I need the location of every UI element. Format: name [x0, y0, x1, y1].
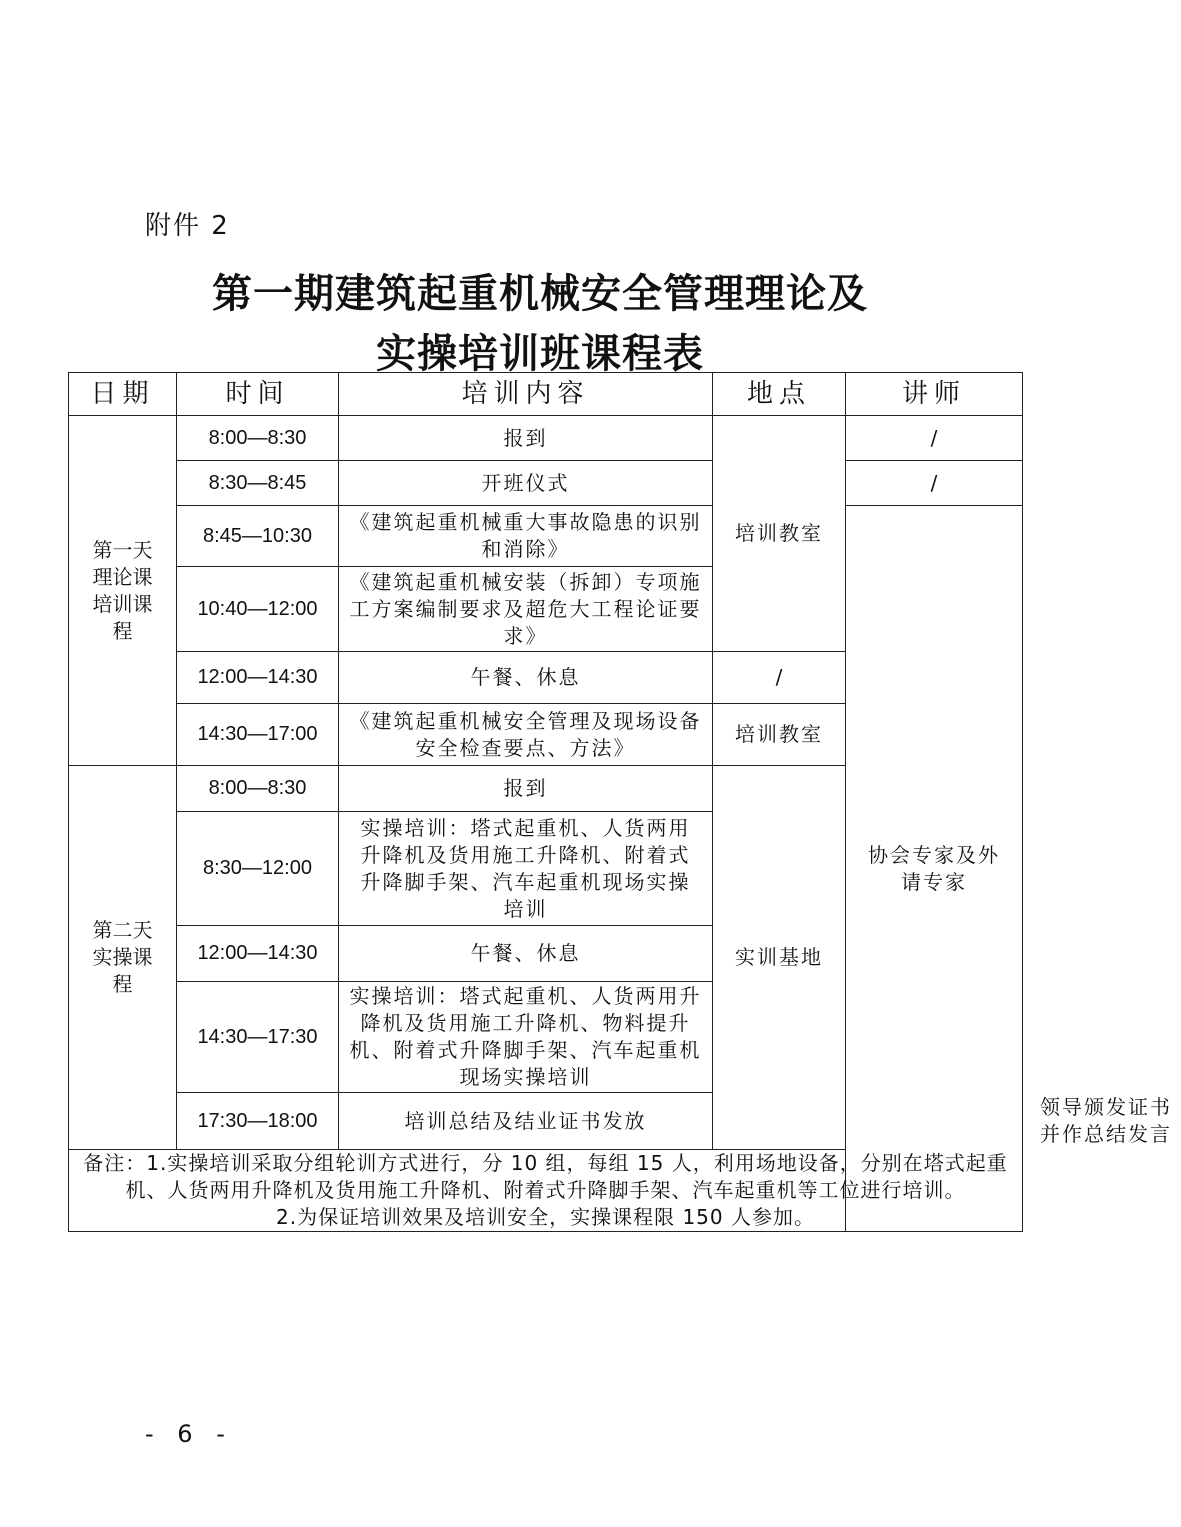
content-cell: 午餐、休息 — [339, 652, 713, 704]
time-cell: 8:45—10:30 — [177, 506, 339, 567]
content-cell: 实操培训：塔式起重机、人货两用升降机及货用施工升降机、附着式升降脚手架、汽车起重机现场实操培训 — [339, 812, 713, 926]
notes-line-1: 备注：1.实操培训采取分组轮训方式进行，分 10 组，每组 15 人，利用场地设备，分别在塔式起重机、人货两用升降机及货用施工升降机、附着式升降脚手架、汽车起重机等工位进行培训。 — [83, 1151, 1008, 1202]
location-cell: 培训教室 — [713, 704, 846, 766]
header-row — [69, 373, 1023, 416]
table-row — [69, 416, 1023, 461]
time-cell: 12:00—14:30 — [177, 652, 339, 704]
location-cell: / — [713, 652, 846, 704]
time-cell: 8:00—8:30 — [177, 416, 339, 461]
table-row: 17:30—18:00 培训总结及结业证书发放 领导颁发证书并作总结发言 — [69, 1093, 1023, 1150]
page-number: - 6 - — [145, 1420, 233, 1448]
content-cell: 《建筑起重机械安装（拆卸）专项施工方案编制要求及超危大工程论证要求》 — [339, 567, 713, 652]
day2-label: 第二天实操课程 — [69, 766, 177, 1150]
content-cell: 午餐、休息 — [339, 926, 713, 982]
header-content: 培训内容 — [339, 373, 713, 416]
time-cell: 8:30—12:00 — [177, 812, 339, 926]
content-cell: 报到 — [339, 766, 713, 812]
page-title-line2: 实操培训班课程表 — [376, 331, 704, 377]
time-cell: 10:40—12:00 — [177, 567, 339, 652]
location-cell: 实训基地 — [713, 766, 846, 1150]
teacher-cell: / — [846, 461, 1023, 506]
time-cell: 8:00—8:30 — [177, 766, 339, 812]
content-cell: 开班仪式 — [339, 461, 713, 506]
time-cell: 12:00—14:30 — [177, 926, 339, 982]
location-cell: 培训教室 — [713, 416, 846, 652]
content-cell: 培训总结及结业证书发放 — [339, 1093, 713, 1150]
header-date: 日期 — [69, 373, 177, 416]
time-cell: 14:30—17:00 — [177, 704, 339, 766]
notes-row — [69, 1150, 1023, 1232]
notes-cell — [69, 1150, 1023, 1232]
header-time: 时间 — [177, 373, 339, 416]
table-row — [69, 461, 1023, 506]
page-title-line1: 第一期建筑起重机械安全管理理论及 — [212, 271, 868, 317]
day1-label: 第一天理论课培训课程 — [69, 416, 177, 766]
time-cell: 17:30—18:00 — [177, 1093, 339, 1150]
teacher-cell: / — [846, 416, 1023, 461]
content-cell: 报到 — [339, 416, 713, 461]
time-cell: 14:30—17:30 — [177, 982, 339, 1093]
content-cell: 《建筑起重机械安全管理及现场设备安全检查要点、方法》 — [339, 704, 713, 766]
attachment-label: 附件 2 — [145, 211, 230, 241]
content-cell: 《建筑起重机械重大事故隐患的识别和消除》 — [339, 506, 713, 567]
header-location: 地点 — [713, 373, 846, 416]
schedule-table — [68, 372, 1172, 1232]
table-row — [69, 506, 1023, 567]
notes-line-2: 2.为保证培训效果及培训安全，实操课程限 150 人参加。 — [276, 1205, 815, 1229]
header-teacher: 讲师 — [846, 373, 1023, 416]
content-cell: 实操培训：塔式起重机、人货两用升降机及货用施工升降机、物料提升机、附着式升降脚手架、汽车起重机现场实操培训 — [339, 982, 713, 1093]
teacher-main-cell: 协会专家及外请专家 — [846, 506, 1023, 1232]
time-cell: 8:30—8:45 — [177, 461, 339, 506]
